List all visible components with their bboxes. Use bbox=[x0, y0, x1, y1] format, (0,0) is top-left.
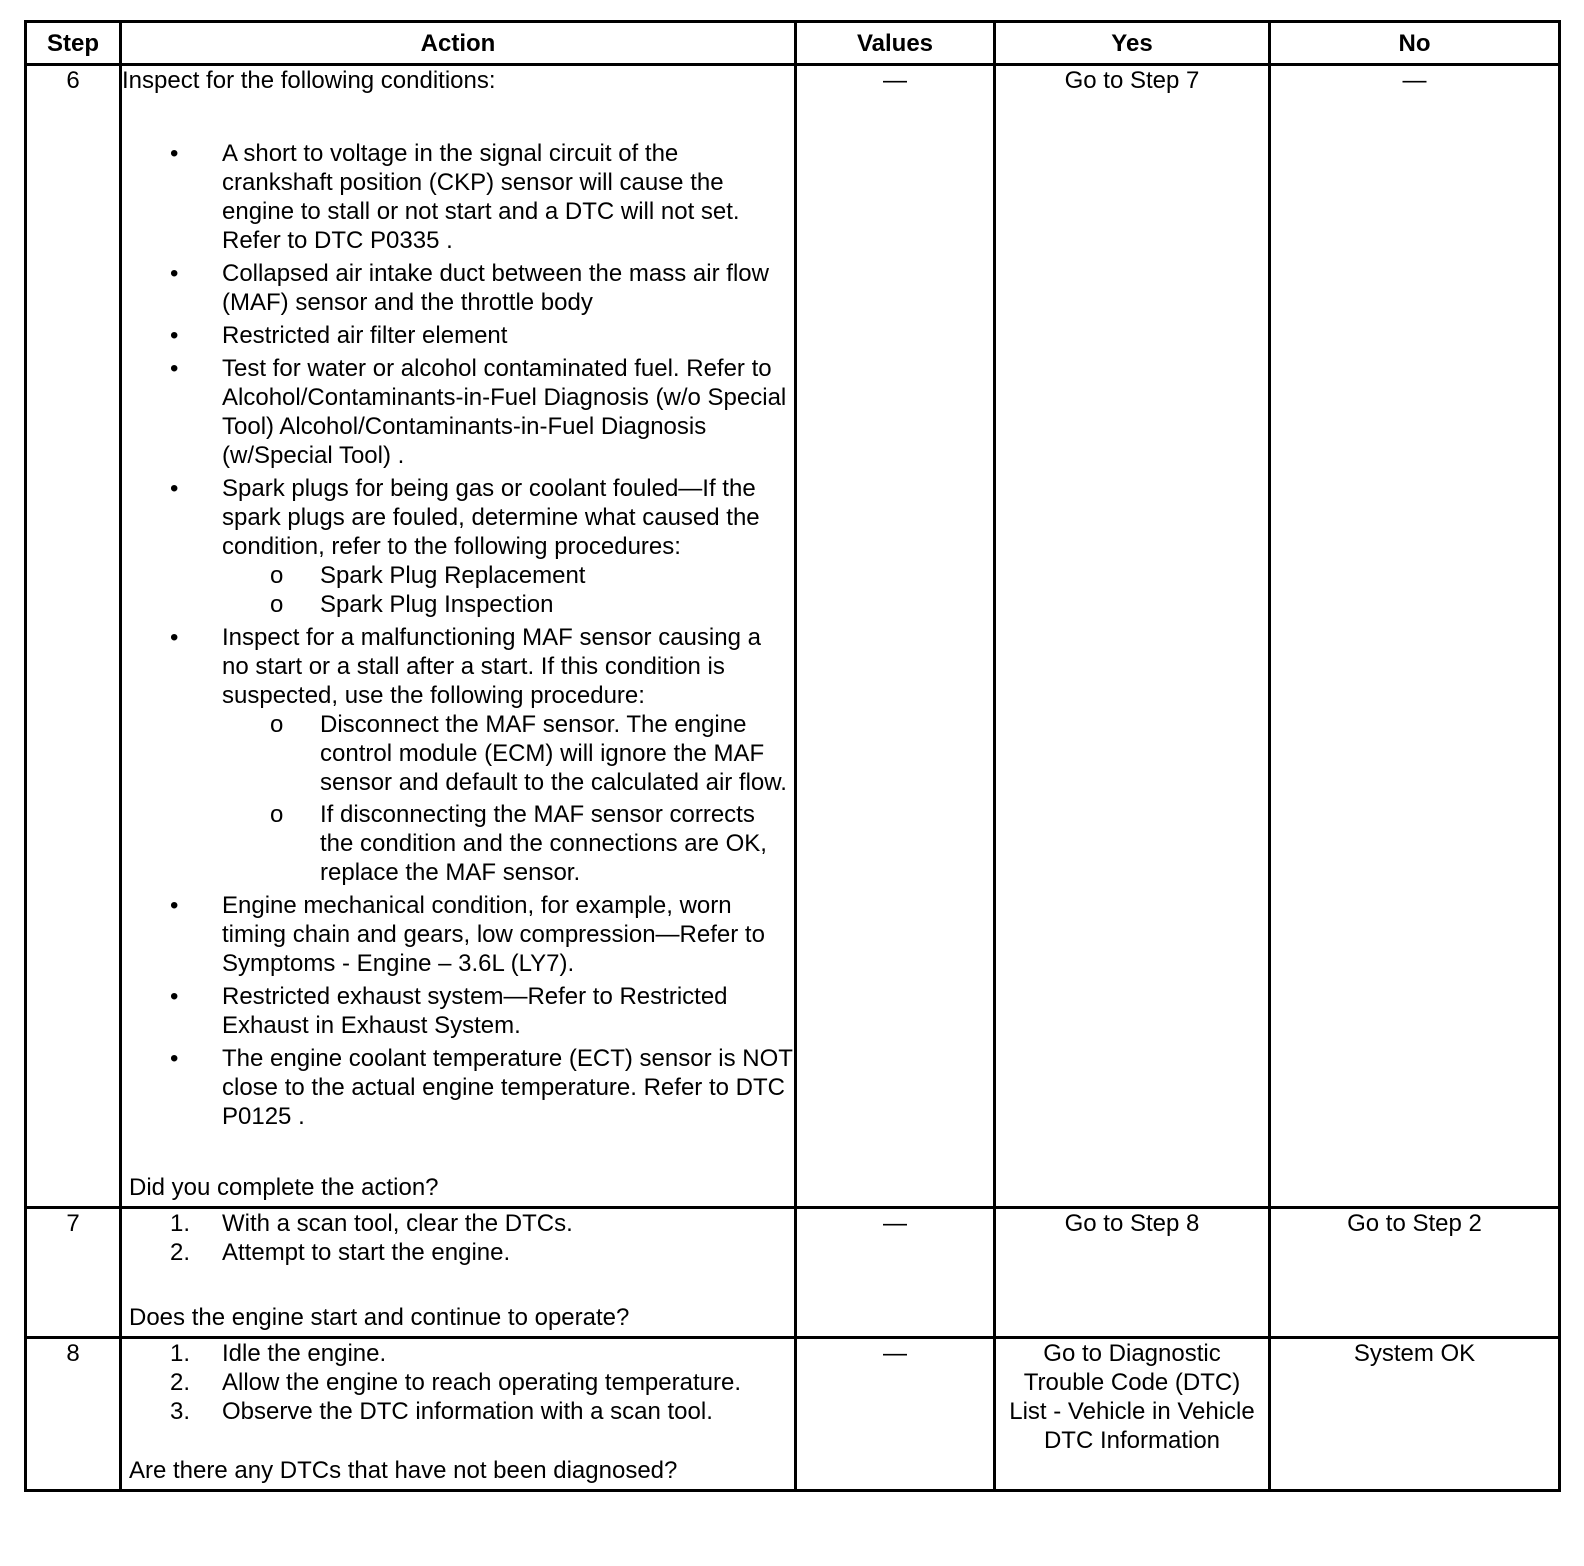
step-index: 1. bbox=[170, 1210, 191, 1237]
sub-list-item: o Spark Plug Inspection bbox=[220, 590, 794, 619]
no-cell: Go to Step 2 bbox=[1270, 1208, 1560, 1338]
action-question: Did you complete the action? bbox=[129, 1174, 439, 1201]
condition-list bbox=[122, 139, 794, 1131]
header-row bbox=[26, 22, 1560, 65]
step-index: 2. bbox=[170, 1239, 191, 1266]
list-item bbox=[122, 474, 794, 619]
list-item bbox=[122, 1209, 794, 1238]
step-index: 1. bbox=[170, 1340, 191, 1367]
header-values: Values bbox=[796, 22, 995, 65]
list-item bbox=[122, 1368, 794, 1397]
step-number: 7 bbox=[26, 1208, 121, 1338]
header-yes: Yes bbox=[995, 22, 1270, 65]
list-item: • A short to voltage in the signal circuit of the crankshaft position (CKP) sensor will cause the engine to stall or not start and a DTC will not set. Refer to DTC P0335 . bbox=[122, 139, 794, 255]
sub-list-item: o Spark Plug Replacement bbox=[220, 561, 794, 590]
step-index: 3. bbox=[170, 1398, 191, 1425]
step-number: 6 bbox=[26, 65, 121, 1208]
action-cell bbox=[121, 1208, 796, 1338]
yes-cell: Go to Step 8 bbox=[995, 1208, 1270, 1338]
list-item bbox=[122, 623, 794, 887]
step-text: Attempt to start the engine. bbox=[222, 1239, 511, 1266]
step-text: Allow the engine to reach operating temperature. bbox=[222, 1369, 741, 1396]
header-step: Step bbox=[26, 22, 121, 65]
action-intro: Inspect for the following conditions: bbox=[122, 67, 496, 94]
numbered-steps bbox=[122, 1209, 794, 1267]
list-item bbox=[122, 1339, 794, 1368]
step-text: With a scan tool, clear the DTCs. bbox=[222, 1210, 573, 1237]
action-question: Does the engine start and continue to operate? bbox=[129, 1304, 630, 1331]
step-text: Observe the DTC information with a scan tool. bbox=[222, 1398, 713, 1425]
spark-plug-sublist bbox=[222, 561, 794, 619]
action-question: Are there any DTCs that have not been diagnosed? bbox=[129, 1457, 678, 1484]
diagnostic-table bbox=[24, 20, 1561, 1492]
numbered-steps bbox=[122, 1339, 794, 1426]
list-item: • Collapsed air intake duct between the mass air flow (MAF) sensor and the throttle body bbox=[122, 259, 794, 317]
list-item: • Restricted exhaust system—Refer to Restricted Exhaust in Exhaust System. bbox=[122, 982, 794, 1040]
list-item bbox=[122, 1397, 794, 1426]
step-index: 2. bbox=[170, 1369, 191, 1396]
values-cell: — bbox=[796, 1208, 995, 1338]
action-cell bbox=[121, 65, 796, 1208]
list-item: • Engine mechanical condition, for example, worn timing chain and gears, low compression—Refer to Symptoms - Engine – 3.6L (LY7). bbox=[122, 891, 794, 978]
list-item bbox=[122, 1238, 794, 1267]
table-row-step-6 bbox=[26, 65, 1560, 1208]
header-no: No bbox=[1270, 22, 1560, 65]
step-text: Idle the engine. bbox=[222, 1340, 387, 1367]
table-row-step-7 bbox=[26, 1208, 1560, 1338]
values-cell: — bbox=[796, 65, 995, 1208]
no-cell: — bbox=[1270, 65, 1560, 1208]
list-item: • Restricted air filter element bbox=[122, 321, 794, 350]
sub-list-item: o If disconnecting the MAF sensor corrects the condition and the connections are OK, replace the MAF sensor. bbox=[220, 800, 794, 887]
values-cell: — bbox=[796, 1338, 995, 1491]
list-item: • The engine coolant temperature (ECT) sensor is NOT close to the actual engine temperature. Refer to DTC P0125 . bbox=[122, 1044, 794, 1131]
maf-sublist bbox=[222, 710, 794, 887]
sub-list-item: o Disconnect the MAF sensor. The engine control module (ECM) will ignore the MAF sensor and default to the calculated air flow. bbox=[220, 710, 794, 797]
list-item: • Test for water or alcohol contaminated fuel. Refer to Alcohol/Contaminants-in-Fuel Diagnosis (w/o Special Tool) Alcohol/Contaminants-in-Fuel Diagnosis (w/Special Tool) . bbox=[122, 354, 794, 470]
action-cell bbox=[121, 1338, 796, 1491]
no-cell: System OK bbox=[1270, 1338, 1560, 1491]
yes-cell: Go to Diagnostic Trouble Code (DTC) List - Vehicle in Vehicle DTC Information bbox=[995, 1338, 1270, 1491]
table-row-step-8 bbox=[26, 1338, 1560, 1491]
step-number: 8 bbox=[26, 1338, 121, 1491]
list-item-text: Spark plugs for being gas or coolant fouled—If the spark plugs are fouled, determine what caused the condition, refer to the following procedures: bbox=[222, 475, 760, 560]
list-item-text: Inspect for a malfunctioning MAF sensor causing a no start or a stall after a start. If this condition is suspected, use the following procedure: bbox=[222, 624, 761, 709]
yes-cell: Go to Step 7 bbox=[995, 65, 1270, 1208]
header-action: Action bbox=[121, 22, 796, 65]
